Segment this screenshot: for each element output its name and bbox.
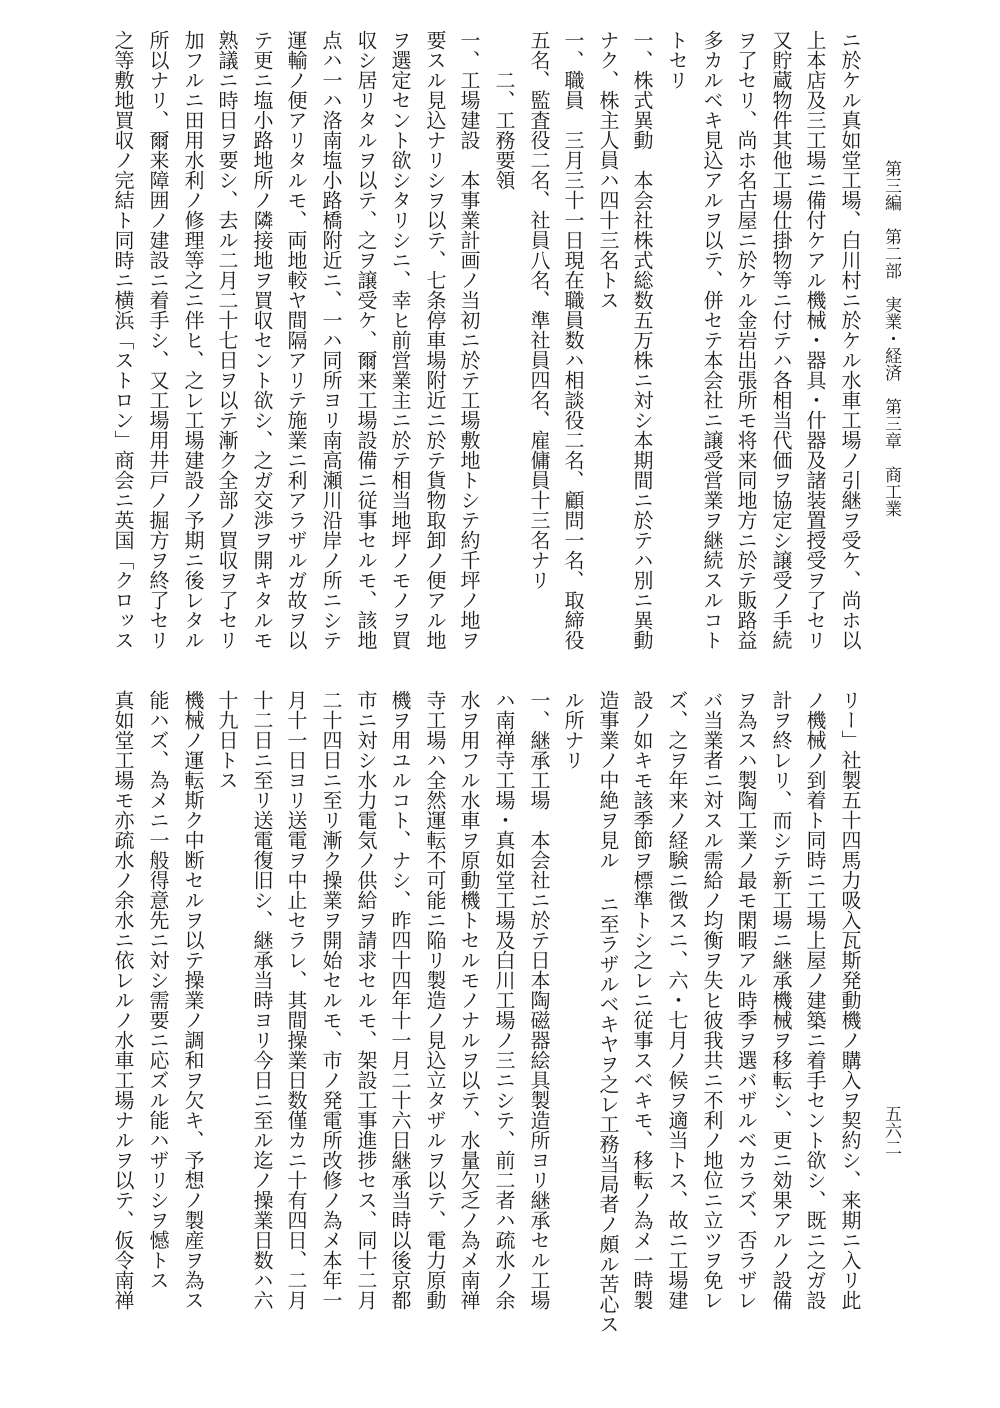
upper-columns-line: 一、株式異動 本会社株式総数五万株ニ対シ本期間ニ於テハ別ニ異動	[630, 30, 654, 650]
lower-columns-line: 一、継承工場 本会社ニ於テ日本陶磁器絵具製造所ヨリ継承セル工場	[527, 690, 551, 1310]
lower-columns-line: 二十四日ニ至リ漸ク操業ヲ開始セルモ、市ノ発電所改修ノ為メ本年一	[319, 690, 343, 1310]
running-head: 第三編 第二部 実業・経済 第三章 商工業	[881, 160, 901, 517]
lower-columns-line: ル所ナリ	[561, 690, 585, 770]
lower-columns-line: 十二日ニ至リ送電復旧シ、継承当時ヨリ今日ニ至ル迄ノ操業日数ハ六	[250, 690, 274, 1310]
upper-columns-line: 之等敷地買収ノ完結ト同時ニ横浜「ストロン」商会ニ英国「クロッス	[111, 30, 135, 650]
upper-columns-line: 熟議ニ時日ヲ要シ、去ル二月二十七日ヲ以テ漸ク全部ノ買収ヲ了セリ	[215, 30, 239, 650]
lower-columns-line: 能ハズ、為メニ一般得意先ニ対シ需要ニ応ズル能ハザリシヲ憾トス	[146, 690, 170, 1290]
lower-columns-line: バ当業者ニ対スル需給ノ均衡ヲ失ヒ彼我共ニ不利ノ地位ニ立ツヲ免レ	[700, 690, 724, 1310]
upper-columns-line: テ更ニ塩小路地所ノ隣接地ヲ買収セント欲シ、之ガ交渉ヲ開キタルモ	[250, 30, 274, 650]
upper-columns-line: ヲ了セリ、尚ホ名古屋ニ於ケル金岩出張所モ将来同地方ニ於テ販路益	[734, 30, 758, 650]
lower-columns-line: ヲ為スハ製陶工業ノ最モ閑暇アル時季ヲ選バザルベカラズ、否ラザレ	[734, 690, 758, 1310]
lower-columns-line: 機ヲ用ユルコト、ナシ、昨四十四年十一月二十六日継承当時以後京都	[388, 690, 412, 1310]
upper-columns-line: 所以ナリ、爾来障囲ノ建設ニ着手シ、又工場用井戸ノ掘方ヲ終了セリ	[146, 30, 170, 650]
upper-columns-line: 一、職員 三月三十一日現在職員数ハ相談役二名、顧問一名、取締役	[561, 30, 585, 650]
lower-columns-line: 計ヲ終レリ、而シテ新工場ニ継承機械ヲ移転シ、更ニ効果アルノ設備	[769, 690, 793, 1310]
page-number: 五六二	[881, 1105, 901, 1156]
upper-columns-line: 二、工務要領	[492, 30, 516, 190]
upper-columns-line: 多カルベキ見込アルヲ以テ、併セテ本会社ニ譲受営業ヲ継続スルコト	[700, 30, 724, 650]
lower-columns-line: リー」社製五十四馬力吸入瓦斯発動機ノ購入ヲ契約シ、来期ニ入リ此	[838, 690, 862, 1310]
upper-columns-line: 点ハ一ハ洛南塩小路橋附近ニ、一ハ同所ヨリ南高瀬川沿岸ノ所ニシテ	[319, 30, 343, 650]
lower-columns-line: 市ニ対シ水力電気ノ供給ヲ請求セルモ、架設工事進捗セス、同十二月	[354, 690, 378, 1310]
lower-columns-line: 真如堂工場モ亦疏水ノ余水ニ依レルノ水車工場ナルヲ以テ、仮令南禅	[111, 690, 135, 1310]
lower-columns-line: 設ノ如キモ該季節ヲ標準トシ之レニ従事スベキモ、移転ノ為メ一時製	[630, 690, 654, 1310]
upper-columns-line: 五名、監査役二名、社員八名、準社員四名、雇傭員十三名ナリ	[527, 30, 551, 590]
upper-columns-line: 運輸ノ便アリタルモ、両地較ヤ間隔アリテ施業ニ利アラザルガ故ヲ以	[284, 30, 308, 650]
upper-columns-line: 一、工場建設 本事業計画ノ当初ニ於テ工場敷地トシテ約千坪ノ地ヲ	[457, 30, 481, 650]
lower-columns-line: ノ機械ノ到着ト同時ニ工場上屋ノ建築ニ着手セント欲シ、既ニ之ガ設	[803, 690, 827, 1310]
lower-columns-line: 水ヲ用フル水車ヲ原動機トセルモノナルヲ以テ、水量欠乏ノ為メ南禅	[457, 690, 481, 1310]
upper-columns-line: ヲ選定セント欲シタリシニ、幸ヒ前営業主ニ於テ相当地坪ノモノヲ買	[388, 30, 412, 650]
lower-columns-line: ハ南禅寺工場・真如堂工場及白川工場ノ三ニシテ、前二者ハ疏水ノ余	[492, 690, 516, 1310]
upper-columns-line: 又貯蔵物件其他工場仕掛物等ニ付テハ各相当代価ヲ協定シ譲受ノ手続	[769, 30, 793, 650]
upper-columns-line: 上本店及三工場ニ備付ケアル機械・器具・什器及諸装置授受ヲ了セリ	[803, 30, 827, 650]
upper-columns-line: 収シ居リタルヲ以テ、之ヲ譲受ケ、爾来工場設備ニ従事セルモ、該地	[354, 30, 378, 650]
lower-columns-line: 造事業ノ中絶ヲ見ル ニ至ラザルベキヤヲ之レ工務当局者ノ頗ル苦心ス	[596, 690, 620, 1334]
upper-columns-line: ナク、株主人員ハ四十三名トス	[596, 30, 620, 310]
upper-columns-line: ニ於ケル真如堂工場、白川村ニ於ケル水車工場ノ引継ヲ受ケ、尚ホ以	[838, 30, 862, 650]
upper-columns-line: トセリ	[665, 30, 689, 90]
upper-columns-line: 加フルニ田用水利ノ修理等之ニ伴ヒ、之レ工場建設ノ予期ニ後レタル	[181, 30, 205, 650]
lower-columns-line: 十九日トス	[215, 690, 239, 790]
upper-columns-line: 要スル見込ナリシヲ以テ、七条停車場附近ニ於テ貨物取卸ノ便アル地	[423, 30, 447, 650]
lower-columns-line: 寺工場ハ全然運転不可能ニ陥リ製造ノ見込立タザルヲ以テ、電力原動	[423, 690, 447, 1310]
lower-columns-line: 機械ノ運転斯ク中断セルヲ以テ操業ノ調和ヲ欠キ、予想ノ製産ヲ為ス	[181, 690, 205, 1310]
lower-columns-line: 月十一日ヨリ送電ヲ中止セラレ、其間操業日数僅カニ十有四日、二月	[284, 690, 308, 1310]
lower-columns-line: ズ、之ヲ年来ノ経験ニ徴スニ、六・七月ノ候ヲ適当トス、故ニ工場建	[665, 690, 689, 1310]
